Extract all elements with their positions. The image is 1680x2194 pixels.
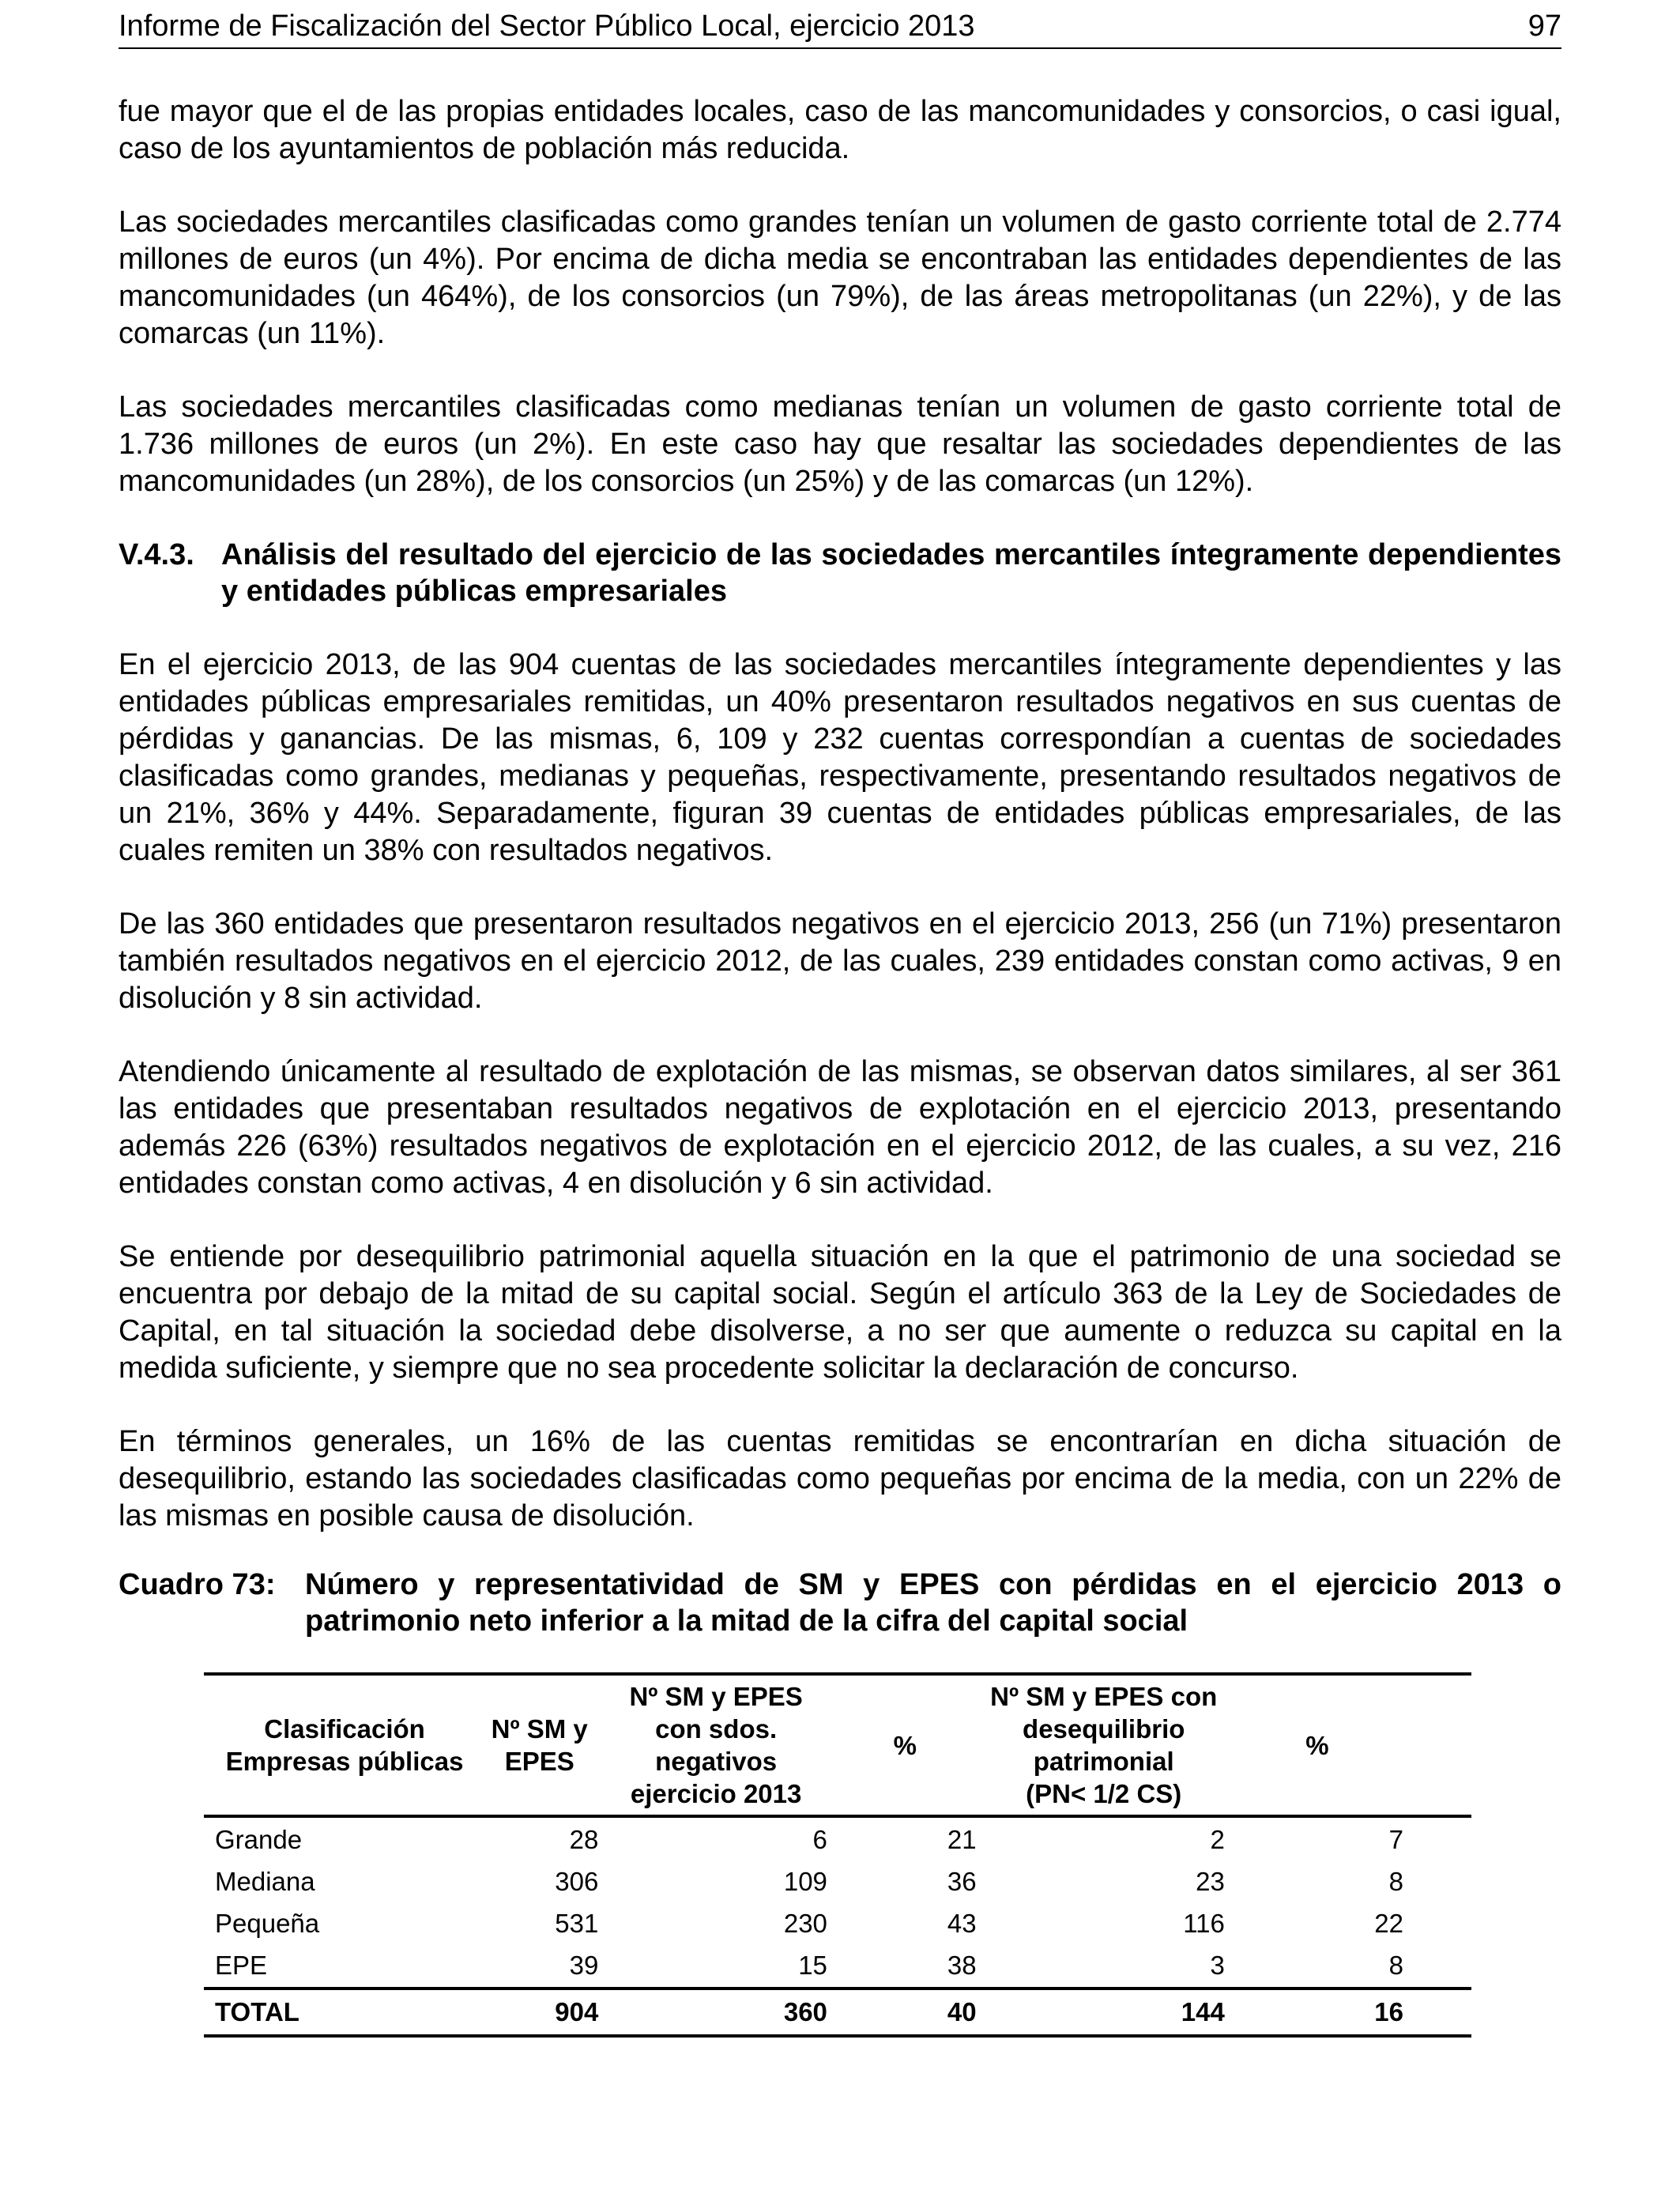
header-line: (PN< 1/2 CS) (1026, 1779, 1182, 1808)
table-cell: 28 (569, 1825, 599, 1854)
table-cell: 15 (798, 1951, 827, 1980)
paragraph: Se entiende por desequilibrio patrimonial aquella situación en la que el patrimonio de una sociedad se encuentra por debajo de la mitad de su capital social. Según el artículo 363 de la Ley de Sociedades de Capital, en tal situación la sociedad debe disolverse, a no ser que aumente o reduzca su capital en la medida suficiente, y siempre que no sea procedente solicitar la declaración de concurso. (119, 1240, 1561, 1385)
header-percent-negative (831, 1674, 980, 1816)
table-caption (119, 1566, 1561, 1639)
header-line: EPES (504, 1747, 574, 1776)
header-imbalance (980, 1674, 1228, 1816)
section-title: Análisis del resultado del ejercicio de las sociedades mercantiles íntegramente dependientes y entidades públicas empresariales (221, 538, 1561, 608)
page-content (119, 93, 1561, 2038)
section-heading (119, 537, 1561, 609)
table-cell: 109 (783, 1867, 827, 1896)
table-cell: 40 (831, 1989, 980, 2036)
header-line: Nº SM y EPES (629, 1682, 803, 1711)
header-line: Clasificación (264, 1714, 425, 1744)
header-percent-imbalance (1228, 1674, 1471, 1816)
paragraph: fue mayor que el de las propias entidades locales, caso de las mancomunidades y consorcios, o casi igual, caso de los ayuntamientos de población más reducida. (119, 95, 1561, 165)
header-line: ejercicio 2013 (630, 1779, 802, 1808)
table-cell: 230 (783, 1909, 827, 1938)
table-cell: 8 (1388, 1867, 1403, 1896)
table-cell: 531 (555, 1909, 599, 1938)
table-cell: 6 (812, 1825, 827, 1854)
table-row (204, 1903, 1471, 1945)
table-cell: 39 (569, 1951, 599, 1980)
header-line: Nº SM y EPES con (990, 1682, 1218, 1711)
header-line: Empresas públicas (225, 1747, 464, 1776)
table-cell: 116 (1183, 1909, 1225, 1938)
paragraph: De las 360 entidades que presentaron resultados negativos en el ejercicio 2013, 256 (un 71%) presentaron también resultados negativos en el ejercicio 2012, de las cuales, 239 entidades constan como activas, 9 en disolución y 8 sin actividad. (119, 907, 1561, 1015)
table-row (204, 1816, 1471, 1861)
table-header-row (204, 1674, 1471, 1816)
table-cell: 22 (1374, 1909, 1403, 1938)
header-line: patrimonial (1033, 1747, 1174, 1776)
table-cell: EPE (215, 1951, 268, 1980)
table-cell: 8 (1388, 1951, 1403, 1980)
paragraph: Atendiendo únicamente al resultado de explotación de las mismas, se observan datos similares, al ser 361 las entidades que presentaban resultados negativos de explotación en el ejercicio 2013, presentando además 226 (63%) resultados negativos de explotación en el ejercicio 2012, de las cuales, a su vez, 216 entidades constan como activas, 4 en disolución y 6 sin actividad. (119, 1055, 1561, 1200)
table-cell: 306 (555, 1867, 599, 1896)
table-row (204, 1945, 1471, 1989)
table-cell: 43 (947, 1909, 977, 1938)
page-header (119, 6, 1561, 49)
table-cell: 360 (601, 1989, 831, 2036)
table-cell: 16 (1228, 1989, 1471, 2036)
table-cell: Mediana (215, 1867, 315, 1896)
header-title: Informe de Fiscalización del Sector Público Local, ejercicio 2013 (119, 9, 975, 43)
section-number: V.4.3. (119, 538, 194, 571)
header-line: Nº SM y (491, 1714, 588, 1744)
table-cell: 38 (947, 1951, 977, 1980)
caption-text: Número y representatividad de SM y EPES con pérdidas en el ejercicio 2013 o patrimonio neto inferior a la mitad de la cifra del capital social (305, 1568, 1561, 1638)
header-classification (204, 1674, 477, 1816)
header-count (477, 1674, 601, 1816)
table-cell: 3 (1210, 1951, 1225, 1980)
header-negative-balances (601, 1674, 831, 1816)
table-cell: TOTAL (204, 1989, 477, 2036)
table-cell: 23 (1196, 1867, 1225, 1896)
table-total-row (204, 1989, 1471, 2036)
paragraph: Las sociedades mercantiles clasificadas como medianas tenían un volumen de gasto corriente total de 1.736 millones de euros (un 2%). En este caso hay que resaltar las sociedades dependientes de las mancomunidades (un 28%), de los consorcios (un 25%) y de las comarcas (un 12%). (119, 390, 1561, 498)
paragraph: Las sociedades mercantiles clasificadas como grandes tenían un volumen de gasto corriente total de 2.774 millones de euros (un 4%). Por encima de dicha media se encontraban las entidades dependientes de las mancomunidades (un 464%), de los consorcios (un 79%), de las áreas metropolitanas (un 22%), y de las comarcas (un 11%). (119, 205, 1561, 350)
table-cell: 21 (947, 1825, 977, 1854)
page-number: 97 (1527, 9, 1561, 43)
table-row (204, 1861, 1471, 1903)
header-line: desequilibrio (1023, 1714, 1185, 1744)
data-table (204, 1672, 1471, 2038)
table-cell: Pequeña (215, 1909, 320, 1938)
table-cell: 36 (947, 1867, 977, 1896)
paragraph: En el ejercicio 2013, de las 904 cuentas de las sociedades mercantiles íntegramente dependientes y las entidades públicas empresariales remitidas, un 40% presentaron resultados negativos en sus cuentas de pérdidas y ganancias. De las mismas, 6, 109 y 232 cuentas correspondían a cuentas de sociedades clasificadas como grandes, medianas y pequeñas, respectivamente, presentando resultados negativos de un 21%, 36% y 44%. Separadamente, figuran 39 cuentas de entidades públicas empresariales, de las cuales remiten un 38% con resultados negativos. (119, 648, 1561, 867)
table-cell: 7 (1388, 1825, 1403, 1854)
header-line: % (1305, 1730, 1329, 1760)
paragraph: En términos generales, un 16% de las cuentas remitidas se encontrarían en dicha situación de desequilibrio, estando las sociedades clasificadas como pequeñas por encima de la media, con un 22% de las mismas en posible causa de disolución. (119, 1425, 1561, 1532)
table-cell: Grande (215, 1825, 303, 1854)
table-cell: 904 (477, 1989, 601, 2036)
caption-label: Cuadro 73: (119, 1568, 276, 1601)
header-line: con sdos. negativos (655, 1714, 778, 1776)
header-line: % (893, 1730, 917, 1760)
table-cell: 2 (1210, 1825, 1225, 1854)
table-cell: 144 (980, 1989, 1228, 2036)
